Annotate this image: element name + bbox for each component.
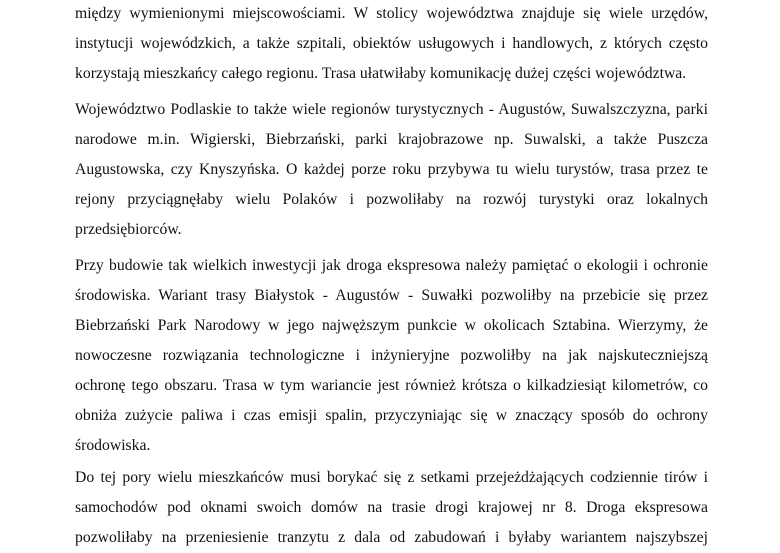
text-line: między wymienionymi miejscowościami. W stolicy województwa znajduje się wiele urzędów, bbox=[75, 5, 708, 22]
text-line: pozwoliłaby na przeniesienie tranzytu z dala od zabudowań i byłaby wariantem najszybszej bbox=[75, 529, 708, 546]
text-line: ochronę tego obszaru. Trasa w tym wariancie jest również krótsza o kilkadziesiąt kilometrów, co bbox=[75, 377, 708, 394]
text-line: samochodów pod oknami swoich domów na trasie drogi krajowej nr 8. Droga ekspresowa bbox=[75, 499, 708, 516]
paragraph-3 bbox=[75, 251, 708, 461]
text-line: środowiska. Wariant trasy Białystok - Augustów - Suwałki pozwoliłby na przebicie się przez bbox=[75, 287, 708, 304]
text-line: Augustowska, czy Knyszyńska. O każdej porze roku przybywa tu wielu turystów, trasa przez te bbox=[75, 161, 708, 178]
text-line: Do tej pory wielu mieszkańców musi borykać się z setkami przejeżdżających codziennie tirów i bbox=[75, 469, 708, 486]
text-line: obniża zużycie paliwa i czas emisji spalin, przyczyniając się w znaczący sposób do ochrony bbox=[75, 407, 708, 424]
text-line: narodowe m.in. Wigierski, Biebrzański, parki krajobrazowe np. Suwalski, a także Puszcza bbox=[75, 131, 708, 148]
text-line: środowiska. bbox=[75, 437, 151, 454]
paragraph-2 bbox=[75, 95, 708, 245]
text-line: instytucji wojewódzkich, a także szpitali, obiektów usługowych i handlowych, z których często bbox=[75, 35, 708, 52]
text-line: Województwo Podlaskie to także wiele regionów turystycznych - Augustów, Suwalszczyzna, parki bbox=[75, 101, 708, 118]
text-line: Przy budowie tak wielkich inwestycji jak droga ekspresowa należy pamiętać o ekologii i ochronie bbox=[75, 257, 708, 274]
text-line: Biebrzański Park Narodowy w jego najwęższym punkcie w okolicach Sztabina. Wierzymy, że bbox=[75, 317, 708, 334]
text-line: rejony przyciągnęłaby wielu Polaków i pozwoliłaby na rozwój turystyki oraz lokalnych bbox=[75, 191, 708, 208]
text-line: nowoczesne rozwiązania technologiczne i inżynieryjne pozwoliłby na jak najskuteczniejszą bbox=[75, 347, 708, 364]
text-line: korzystają mieszkańcy całego regionu. Trasa ułatwiłaby komunikację dużej części województwa. bbox=[75, 65, 687, 82]
paragraph-4 bbox=[75, 463, 708, 553]
paragraph-1 bbox=[75, 0, 708, 89]
text-line: przedsiębiorców. bbox=[75, 221, 182, 238]
